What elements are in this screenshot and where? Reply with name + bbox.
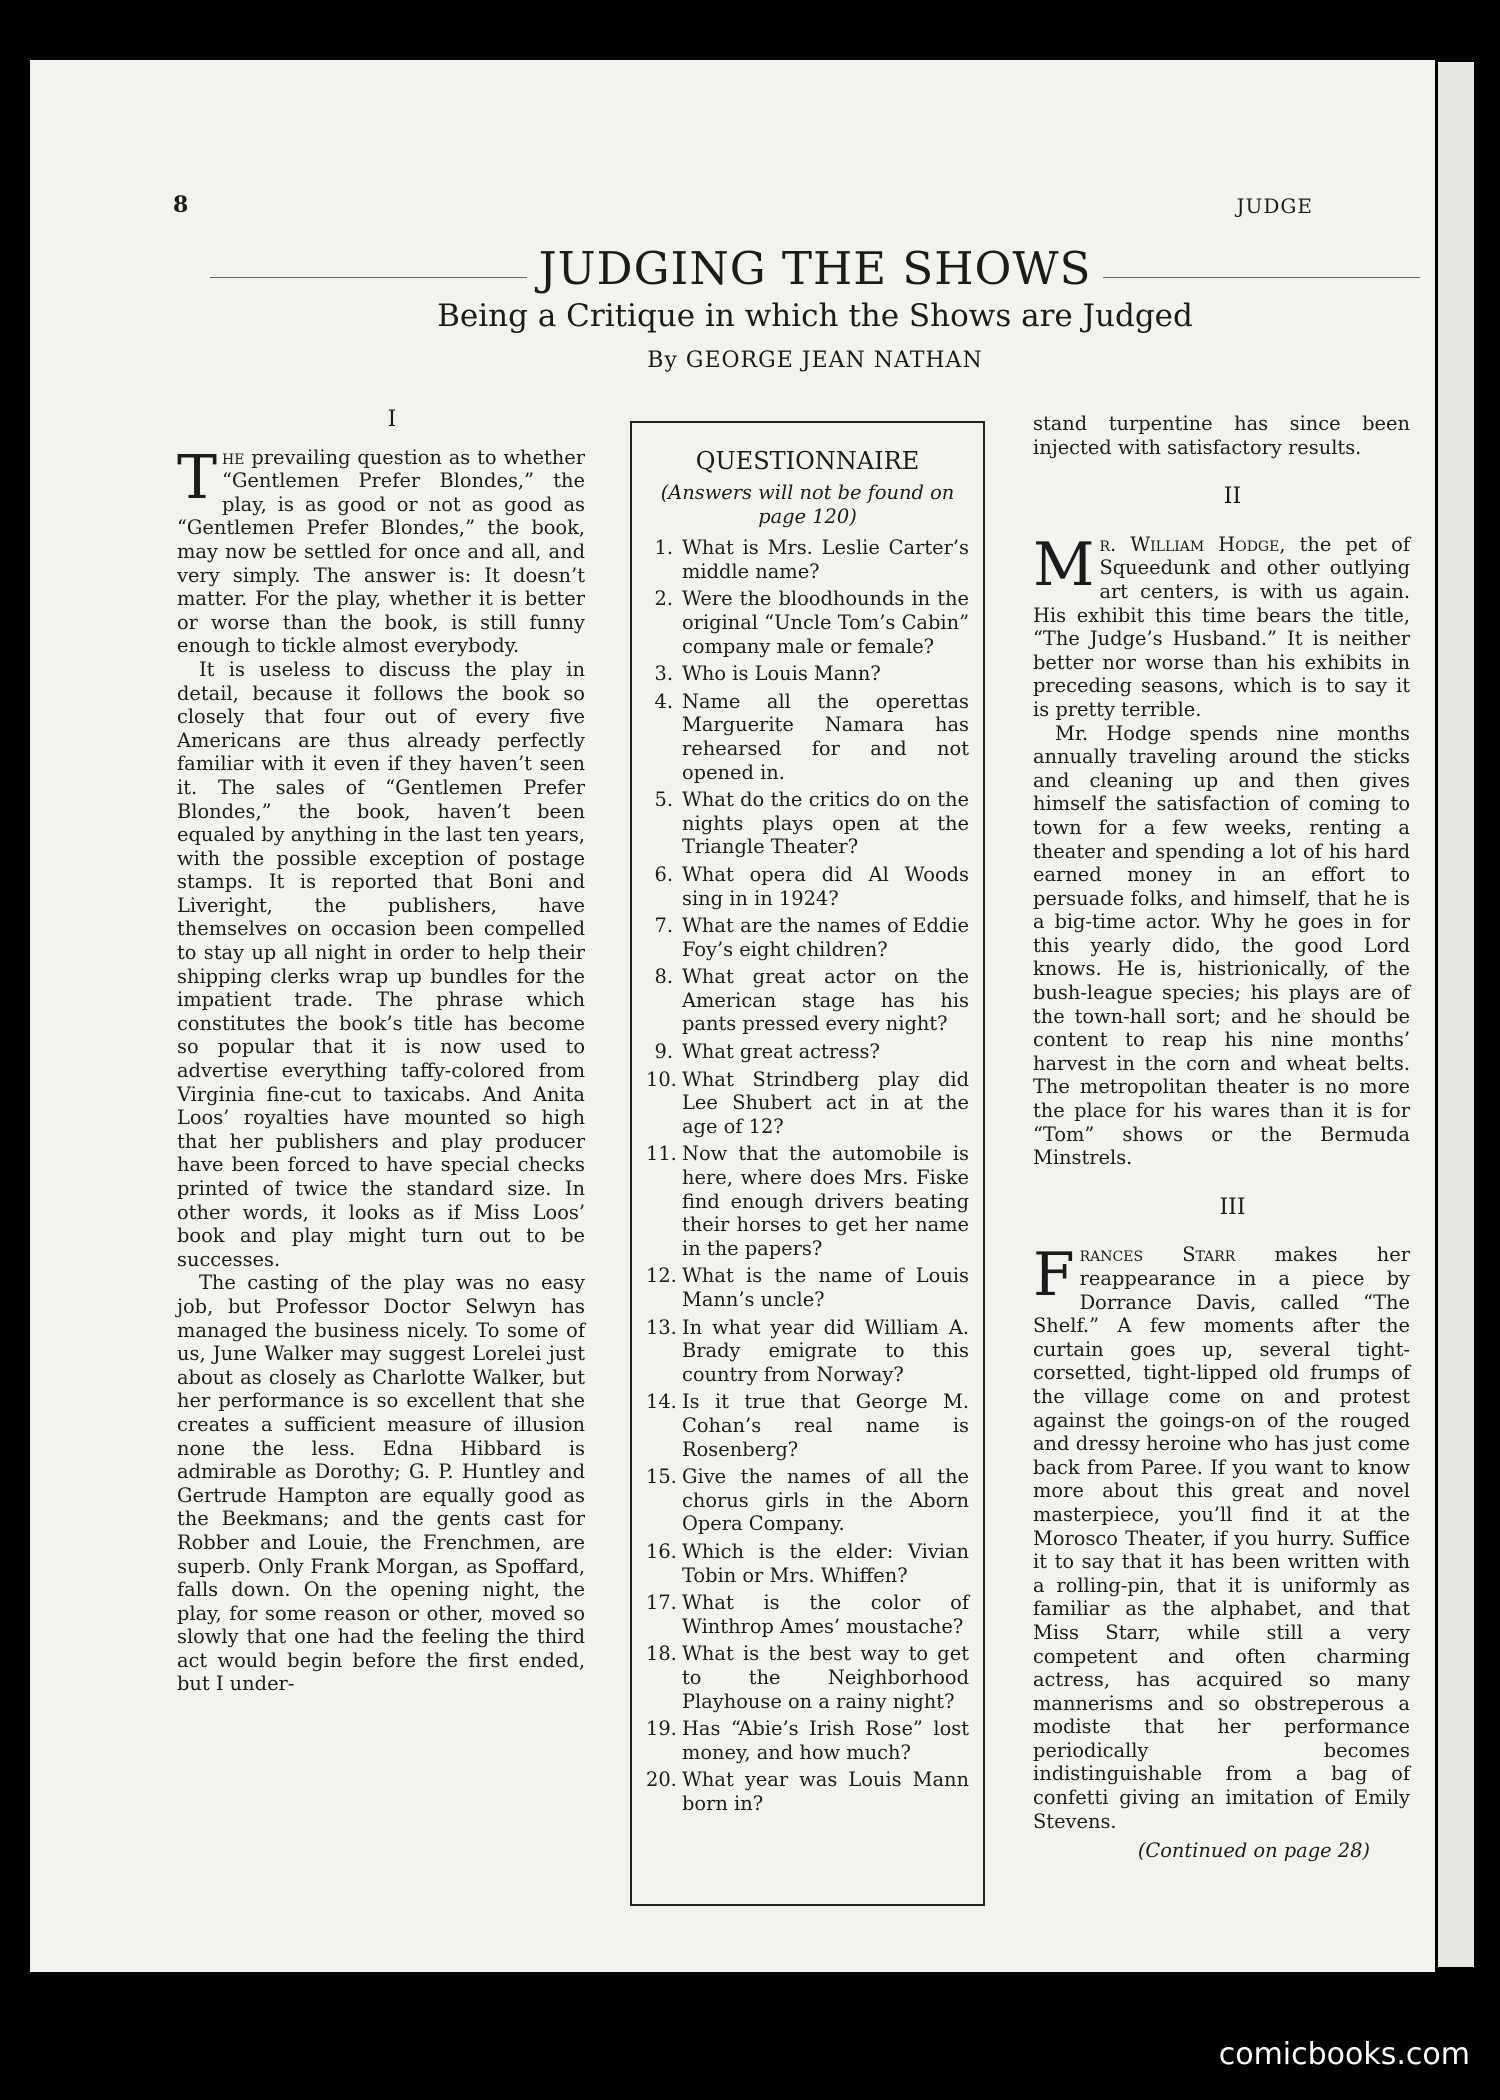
question-number: 18. — [646, 1642, 677, 1666]
question-item — [646, 1642, 969, 1713]
right-column — [1033, 412, 1410, 1863]
question-text: What is the name of Louis Mann’s uncle? — [682, 1264, 969, 1311]
paragraph-text: makes her reappearance in a piece by Dorrance Davis, called “The Shelf.” A few moments after the curtain goes up, several tight-corsetted, tight-lipped old frumps of the village come on and protest against the goings-on of the rouged and dressy heroine who has just come back from Paree. If you want to know more about this great and novel masterpiece, you’ll find it at the Morosco Theater, if you hurry. Suffice it to say that it has been written with a rolling-pin, that it is uniformly as familiar as the alphabet, and that Miss Starr, while still a very competent and often charming actress, has acquired so many mannerisms and so obstreperous a modiste that her performance periodically becomes indistinguishable from a bag of confetti giving an imitation of Emily Stevens. — [1033, 1243, 1411, 1833]
article-title: JUDGING THE SHOWS — [527, 242, 1104, 295]
question-text: Which is the elder: Vivian Tobin or Mrs. Whiffen? — [682, 1539, 969, 1587]
drop-cap: T — [177, 442, 218, 513]
paragraph-text: the pet of Squeedunk and other outlying art centers, is with us again. His exhibit this time bears the title, “The Judge’s Husband.” It is neither better nor worse than his exhibits in preceding seasons, which is to say it is pretty terrible. — [1033, 532, 1410, 721]
next-page-edge — [1438, 62, 1474, 1967]
question-number: 10. — [646, 1067, 677, 1091]
lead-caps: he — [222, 445, 245, 469]
question-list — [646, 536, 969, 1815]
question-number: 16. — [646, 1539, 677, 1563]
question-number: 3. — [654, 662, 673, 686]
question-number: 6. — [654, 862, 673, 886]
question-item — [646, 690, 969, 784]
question-number: 13. — [646, 1315, 677, 1339]
magazine-name: JUDGE — [1236, 194, 1313, 218]
question-item — [646, 1264, 969, 1311]
drop-cap: F — [1033, 1240, 1075, 1311]
question-text: What is Mrs. Leslie Carter’s middle name? — [682, 536, 969, 583]
question-item — [646, 914, 969, 961]
question-number: 12. — [646, 1264, 677, 1288]
question-text: Were the bloodhounds in the original “Uncle Tom’s Cabin” company male or female? — [682, 587, 969, 658]
question-number: 1. — [654, 536, 673, 560]
byline: By GEORGE JEAN NATHAN — [647, 348, 983, 373]
question-text: What great actor on the American stage has his pants pressed every night? — [682, 965, 969, 1036]
question-text: What are the names of Eddie Foy’s eight children? — [682, 914, 969, 961]
question-item — [646, 1068, 969, 1139]
magazine-page — [30, 60, 1435, 1972]
question-text: Name all the operettas Marguerite Namara has rehearsed for and not opened in. — [682, 689, 969, 784]
question-number: 5. — [654, 788, 673, 812]
question-number: 19. — [646, 1717, 677, 1741]
questionnaire-heading: QUESTIONNAIRE — [695, 447, 920, 475]
question-item — [646, 587, 969, 658]
question-text: Give the names of all the chorus girls in the Aborn Opera Company. — [682, 1465, 969, 1536]
paragraph — [1033, 529, 1410, 722]
title-block — [210, 242, 1420, 295]
question-number: 14. — [646, 1390, 677, 1414]
question-item — [646, 536, 969, 583]
question-item — [646, 1717, 969, 1764]
left-column — [177, 408, 585, 1696]
question-text: What opera did Al Woods sing in in 1924? — [682, 862, 969, 910]
question-item — [646, 1316, 969, 1387]
section-numeral: I — [387, 407, 397, 432]
question-text: What Strindberg play did Lee Shubert act in at the age of 12? — [682, 1067, 969, 1138]
question-number: 11. — [646, 1142, 677, 1166]
lead-caps: rances Starr — [1079, 1243, 1236, 1267]
paragraph: stand turpentine has since been injected with satisfactory results. — [1033, 412, 1410, 459]
question-item — [646, 1591, 969, 1638]
question-number: 7. — [654, 914, 673, 938]
question-text: Is it true that George M. Cohan’s real name is Rosenberg? — [682, 1390, 969, 1461]
question-number: 17. — [646, 1591, 677, 1615]
question-text: Who is Louis Mann? — [682, 662, 881, 686]
question-text: What is the best way to get to the Neighborhood Playhouse on a rainy night? — [682, 1642, 969, 1713]
question-item — [646, 1465, 969, 1536]
continued-note: (Continued on page 28) — [1137, 1839, 1370, 1863]
page-number: 8 — [173, 192, 189, 218]
questionnaire-box — [630, 421, 985, 1906]
questionnaire-note: (Answers will not be found on page 120) — [660, 481, 955, 528]
question-item — [646, 788, 969, 859]
paragraph: It is useless to discuss the play in detail, because it follows the book so closely that four out of every five Americans are thus already perfectly familiar with it even if they haven’t seen it. The sales of “Gentlemen Prefer Blondes,” the book, haven’t been equaled by anything in the last ten years, with the possible exception of postage stamps. It is reported that Boni and Liveright, the publishers, have themselves on occasion been compelled to stay up all night in order to help their shipping clerks wrap up bundles for the impatient trade. The phrase which constitutes the book’s title has become so popular that it is now used to advertise everything taffy-colored from Virginia fine-cut to taxicabs. And Anita Loos’ royalties have mounted so high that her publishers and play producer have been forced to have special checks printed of twice the standard size. In other words, it looks as if Miss Loos’ book and play might turn out to be successes. — [177, 657, 586, 1271]
question-item — [646, 1040, 969, 1064]
paragraph — [1033, 1240, 1411, 1833]
paragraph — [177, 442, 585, 658]
section-numeral: III — [1219, 1194, 1246, 1220]
question-number: 9. — [654, 1040, 673, 1064]
question-number: 20. — [646, 1768, 677, 1792]
question-number: 2. — [654, 587, 673, 611]
question-text: What do the critics do on the nights plays open at the Triangle Theater? — [682, 788, 969, 859]
paragraph: The casting of the play was no easy job, but Professor Doctor Selwyn has managed the business nicely. To some of us, June Walker may suggest Lorelei just about as closely as Charlotte Walker, but her performance is so excellent that she creates a sufficient measure of illusion none the less. Edna Hibbard is admirable as Dorothy; G. P. Huntley and Gertrude Hampton are equally good as the Beekmans; and the gents cast for Robber and Louie, the Frenchmen, are superb. Only Frank Morgan, as Spoffard, falls down. On the opening night, the play, for some reason or other, moved so slowly that one had the feeling the third act would begin before the first ended, but I under- — [177, 1271, 585, 1696]
lead-caps: r. William Hodge, — [1099, 532, 1286, 556]
question-item — [646, 1142, 969, 1260]
question-text: What year was Louis Mann born in? — [682, 1768, 969, 1815]
paragraph-text: prevailing question as to whether “Gentlemen Prefer Blondes,” the play, is as good or not as good as “Gentlemen Prefer Blondes,” the book, may now be settled for once and all, and very simply. The answer is: It doesn’t matter. For the play, whether it is better or worse than the book, is still funny enough to tickle almost everybody. — [177, 445, 585, 658]
question-text: What is the color of Winthrop Ames’ moustache? — [682, 1591, 969, 1638]
paragraph: Mr. Hodge spends nine months annually traveling around the sticks and cleaning up and then gives himself the satisfaction of coming to town for a few weeks, renting a theater and spending a lot of his hard earned money in an effort to persuade folks, and himself, that he is a big-time actor. Why he goes in for this yearly dido, the good Lord knows. He is, histrionically, of the bush-league species; his plays are of the town-hall sort; and he should be content to reap his nine months’ harvest in the corn and wheat belts. The metropolitan theater is no more the place for his wares than it is for “Tom” shows or the Bermuda Minstrels. — [1033, 721, 1410, 1170]
watermark: comicbooks.com — [1218, 2037, 1470, 2072]
question-item — [646, 965, 969, 1036]
section-numeral: II — [1223, 484, 1242, 510]
question-text: Now that the automobile is here, where does Mrs. Fiske find enough drivers beating their horses to get her name in the papers? — [682, 1142, 969, 1260]
drop-cap: M — [1033, 529, 1095, 600]
question-item — [646, 863, 969, 910]
question-item — [646, 1540, 969, 1587]
question-item — [646, 1768, 969, 1815]
question-number: 8. — [654, 965, 673, 989]
question-number: 4. — [654, 689, 673, 713]
question-number: 15. — [646, 1465, 677, 1489]
question-text: In what year did William A. Brady emigrate to this country from Norway? — [682, 1315, 969, 1386]
question-text: What great actress? — [682, 1040, 880, 1064]
question-item — [646, 662, 969, 686]
article-subtitle: Being a Critique in which the Shows are Judged — [437, 298, 1193, 334]
question-text: Has “Abie’s Irish Rose” lost money, and how much? — [682, 1717, 969, 1764]
question-item — [646, 1390, 969, 1461]
